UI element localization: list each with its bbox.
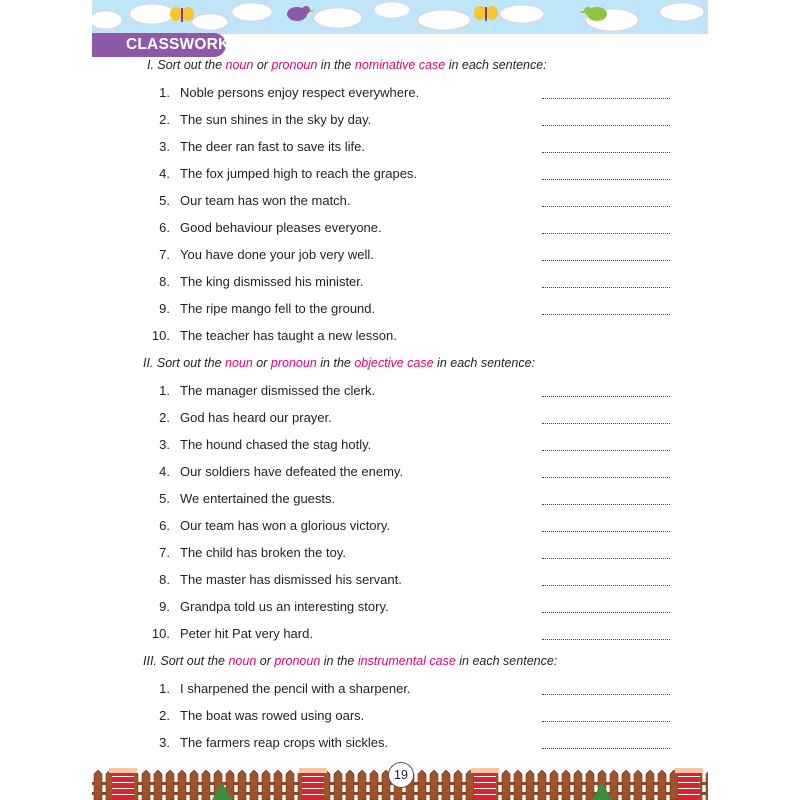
answer-blank[interactable] xyxy=(542,504,670,505)
exercise-item xyxy=(140,410,680,428)
answer-blank[interactable] xyxy=(542,639,670,640)
heading-or: or xyxy=(259,654,271,668)
exercise-item xyxy=(140,572,680,590)
item-number: 5. xyxy=(159,193,170,209)
heading-suffix: in each sentence: xyxy=(459,654,558,668)
item-sentence: The ripe mango fell to the ground. xyxy=(180,301,376,317)
heading-mid: in the xyxy=(320,356,351,370)
item-sentence: The fox jumped high to reach the grapes. xyxy=(180,166,418,182)
item-sentence: Noble persons enjoy respect everywhere. xyxy=(180,85,420,100)
item-number: 6. xyxy=(159,220,170,236)
exercise-item xyxy=(140,247,680,265)
item-number: 1. xyxy=(159,85,170,100)
exercise-item xyxy=(140,464,680,482)
item-number: 8. xyxy=(159,572,170,588)
exercise-item xyxy=(140,681,680,699)
item-number: 2. xyxy=(159,112,170,128)
exercise-item xyxy=(140,139,680,157)
answer-blank[interactable] xyxy=(542,98,670,99)
answer-blank[interactable] xyxy=(542,721,670,722)
heading-pronoun: pronoun xyxy=(271,58,318,72)
heading-case: instrumental case xyxy=(357,654,456,668)
item-sentence: I sharpened the pencil with a sharpener. xyxy=(180,681,411,696)
exercise-item xyxy=(140,85,680,103)
section-heading xyxy=(143,654,557,668)
classwork-badge: CLASSWORK xyxy=(92,33,226,57)
answer-blank[interactable] xyxy=(542,287,670,288)
item-number: 5. xyxy=(159,491,170,507)
item-number: 4. xyxy=(159,464,170,480)
item-number: 3. xyxy=(159,735,170,751)
exercise-item xyxy=(140,166,680,184)
item-sentence: Our team has won a glorious victory. xyxy=(180,518,391,534)
exercise-item xyxy=(140,274,680,292)
heading-pronoun: pronoun xyxy=(270,356,317,370)
item-number: 2. xyxy=(159,708,170,724)
item-sentence: The boat was rowed using oars. xyxy=(180,708,365,724)
answer-blank[interactable] xyxy=(542,396,670,397)
section-heading xyxy=(143,356,535,370)
heading-pronoun: pronoun xyxy=(274,654,321,668)
heading-noun: noun xyxy=(225,58,254,72)
item-number: 2. xyxy=(159,410,170,426)
exercise-item xyxy=(140,437,680,455)
item-sentence: The king dismissed his minister. xyxy=(180,274,364,290)
answer-blank[interactable] xyxy=(542,314,670,315)
answer-blank[interactable] xyxy=(542,125,670,126)
answer-blank[interactable] xyxy=(542,423,670,424)
item-sentence: The farmers reap crops with sickles. xyxy=(180,735,389,751)
item-sentence: Our soldiers have defeated the enemy. xyxy=(180,464,404,480)
exercise-item xyxy=(140,328,680,346)
item-sentence: You have done your job very well. xyxy=(180,247,374,263)
item-number: 1. xyxy=(159,383,170,398)
answer-blank[interactable] xyxy=(542,748,670,749)
item-number: 6. xyxy=(159,518,170,534)
item-sentence: The manager dismissed the clerk. xyxy=(180,383,376,398)
answer-blank[interactable] xyxy=(542,152,670,153)
exercise-item xyxy=(140,735,680,753)
item-number: 10. xyxy=(151,328,170,344)
answer-blank[interactable] xyxy=(542,179,670,180)
heading-noun: noun xyxy=(225,356,253,370)
exercise-item xyxy=(140,626,680,644)
exercise-item xyxy=(140,708,680,726)
exercise-item xyxy=(140,491,680,509)
butterfly-icon xyxy=(170,7,194,22)
item-sentence: God has heard our prayer. xyxy=(180,410,332,426)
heading-suffix: in each sentence: xyxy=(448,58,547,72)
answer-blank[interactable] xyxy=(542,558,670,559)
item-sentence: The sun shines in the sky by day. xyxy=(180,112,372,128)
item-number: 3. xyxy=(159,139,170,155)
exercise-item xyxy=(140,112,680,130)
heading-prefix: II. Sort out the xyxy=(143,356,222,370)
exercise-item xyxy=(140,599,680,617)
item-number: 7. xyxy=(159,545,170,561)
item-sentence: Peter hit Pat very hard. xyxy=(180,626,313,642)
heading-prefix: I. Sort out the xyxy=(147,58,223,72)
item-number: 1. xyxy=(159,681,170,696)
exercise-item xyxy=(140,301,680,319)
heading-or: or xyxy=(256,356,268,370)
item-sentence: The teacher has taught a new lesson. xyxy=(180,328,397,344)
heading-prefix: III. Sort out the xyxy=(143,654,225,668)
item-sentence: Our team has won the match. xyxy=(180,193,351,209)
item-number: 7. xyxy=(159,247,170,263)
heading-mid: in the xyxy=(323,654,355,668)
exercise-item xyxy=(140,545,680,563)
answer-blank[interactable] xyxy=(542,450,670,451)
item-sentence: We entertained the guests. xyxy=(180,491,336,507)
heading-case: nominative case xyxy=(354,58,446,72)
item-number: 10. xyxy=(151,626,170,642)
answer-blank[interactable] xyxy=(542,206,670,207)
item-sentence: The hound chased the stag hotly. xyxy=(180,437,372,453)
exercise-item xyxy=(140,518,680,536)
item-sentence: Grandpa told us an interesting story. xyxy=(180,599,389,615)
answer-blank[interactable] xyxy=(542,612,670,613)
item-number: 8. xyxy=(159,274,170,290)
exercise-item xyxy=(140,383,680,401)
heading-suffix: in each sentence: xyxy=(437,356,536,370)
butterfly-icon xyxy=(474,6,498,21)
sky-banner xyxy=(92,0,708,34)
item-number: 9. xyxy=(159,301,170,317)
heading-noun: noun xyxy=(228,654,257,668)
item-sentence: The deer ran fast to save its life. xyxy=(180,139,365,155)
heading-or: or xyxy=(256,58,268,72)
item-sentence: The child has broken the toy. xyxy=(180,545,346,561)
answer-blank[interactable] xyxy=(542,233,670,234)
item-number: 4. xyxy=(159,166,170,182)
item-number: 3. xyxy=(159,437,170,453)
item-number: 9. xyxy=(159,599,170,615)
answer-blank[interactable] xyxy=(542,585,670,586)
section-heading xyxy=(147,58,547,72)
heading-case: objective case xyxy=(354,356,434,370)
heading-mid: in the xyxy=(320,58,352,72)
item-sentence: The master has dismissed his servant. xyxy=(180,572,402,588)
answer-blank[interactable] xyxy=(542,694,670,695)
page-number: 19 xyxy=(388,762,414,788)
answer-blank[interactable] xyxy=(542,260,670,261)
answer-blank[interactable] xyxy=(542,477,670,478)
exercise-item xyxy=(140,220,680,238)
item-sentence: Good behaviour pleases everyone. xyxy=(180,220,382,236)
exercise-item xyxy=(140,193,680,211)
answer-blank[interactable] xyxy=(542,531,670,532)
